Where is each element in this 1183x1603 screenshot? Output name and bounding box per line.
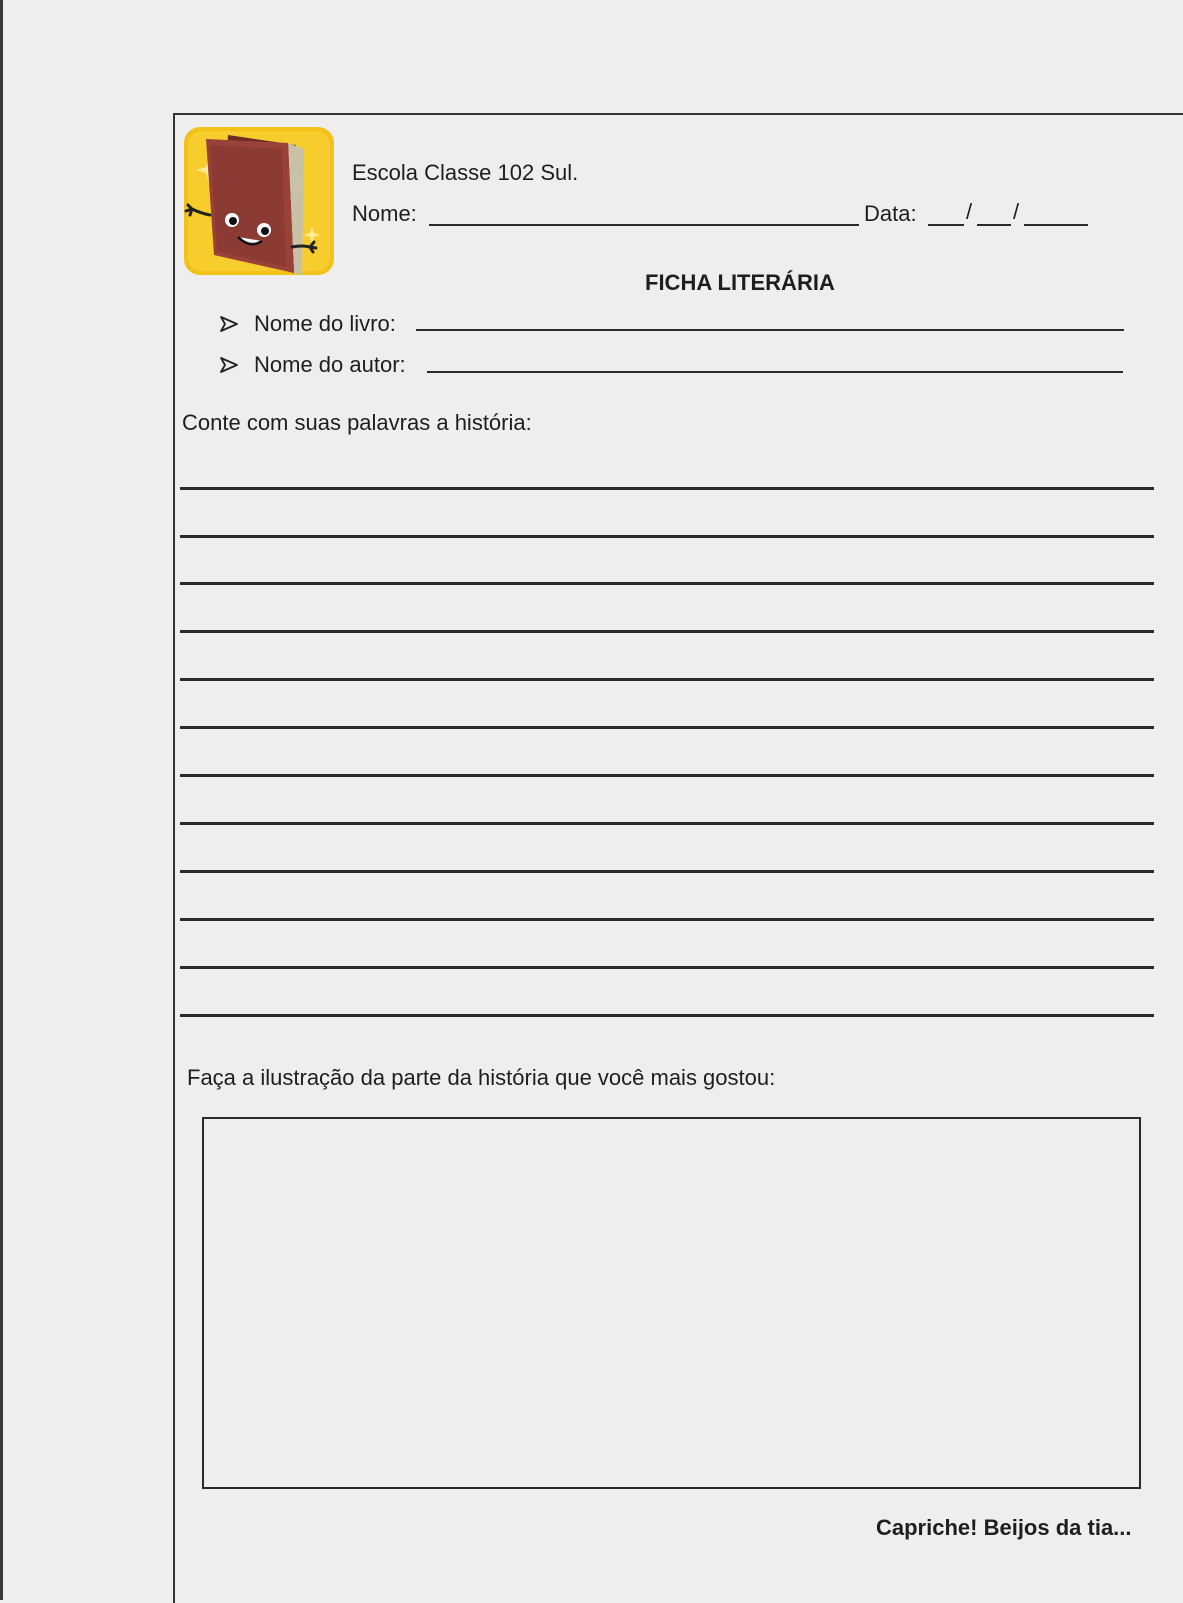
story-prompt: Conte com suas palavras a história: <box>182 410 532 435</box>
scan-edge <box>0 0 3 1600</box>
story-writing-line[interactable] <box>180 678 1154 681</box>
story-writing-line[interactable] <box>180 870 1154 873</box>
story-writing-line[interactable] <box>180 630 1154 633</box>
date-day-field[interactable] <box>928 224 964 226</box>
date-separator: / <box>1013 199 1020 224</box>
story-writing-line[interactable] <box>180 918 1154 921</box>
book-name-field[interactable] <box>416 329 1124 331</box>
story-writing-line[interactable] <box>180 1014 1154 1017</box>
name-field[interactable] <box>429 224 859 226</box>
school-name: Escola Classe 102 Sul. <box>352 160 579 185</box>
story-writing-line[interactable] <box>180 487 1154 490</box>
story-writing-line[interactable] <box>180 966 1154 969</box>
story-writing-line[interactable] <box>180 774 1154 777</box>
story-writing-line[interactable] <box>180 582 1154 585</box>
date-label: Data: <box>864 201 917 226</box>
book-name-label: Nome do livro: <box>254 311 396 336</box>
date-separator: / <box>966 199 973 224</box>
story-writing-line[interactable] <box>180 535 1154 538</box>
closing-message: Capriche! Beijos da tia... <box>876 1515 1132 1540</box>
story-writing-line[interactable] <box>180 726 1154 729</box>
page-title: FICHA LITERÁRIA <box>645 270 835 295</box>
author-name-field[interactable] <box>427 371 1123 373</box>
arrow-bullet-icon <box>219 356 239 374</box>
arrow-bullet-icon <box>219 315 239 333</box>
name-label: Nome: <box>352 201 417 226</box>
date-month-field[interactable] <box>977 224 1011 226</box>
illustration-box[interactable] <box>202 1117 1141 1489</box>
book-mascot-icon <box>184 127 334 275</box>
date-year-field[interactable] <box>1024 224 1088 226</box>
illustration-prompt: Faça a ilustração da parte da história que você mais gostou: <box>187 1065 776 1090</box>
author-name-label: Nome do autor: <box>254 352 406 377</box>
story-writing-line[interactable] <box>180 822 1154 825</box>
